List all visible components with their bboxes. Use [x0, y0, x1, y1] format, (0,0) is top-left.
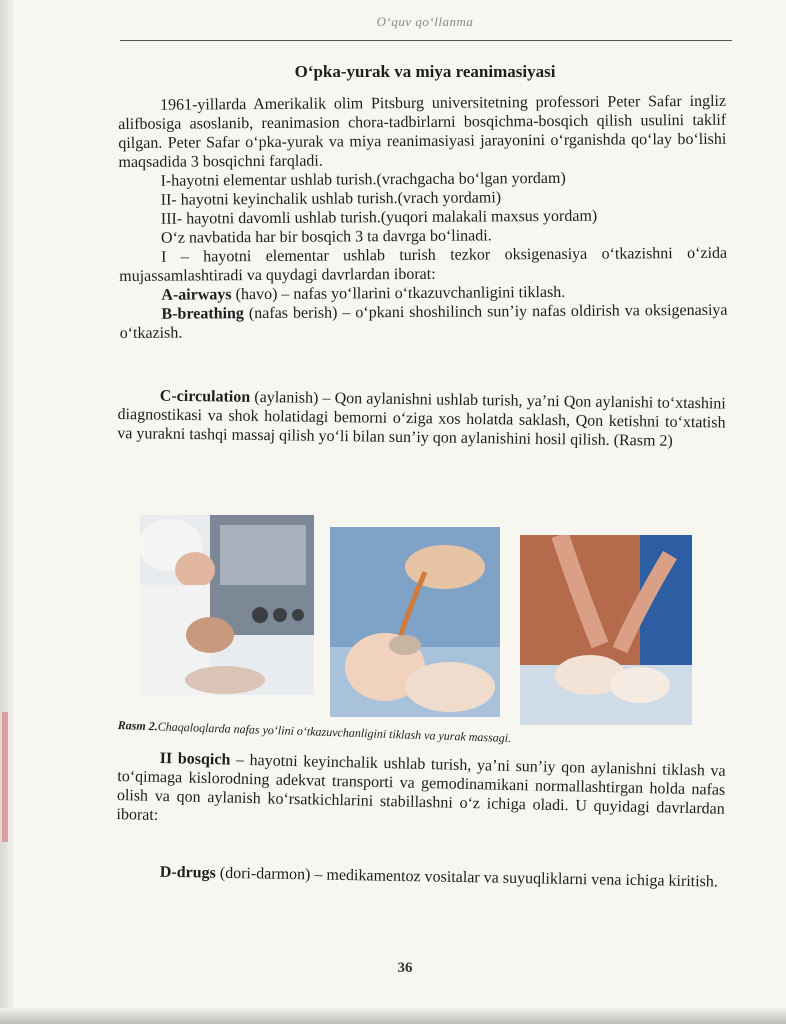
- stage2-term: II bosqich: [159, 749, 231, 769]
- period-b: [119, 301, 727, 343]
- stage-item-1: I-hayotni elementar ushlab turish.(vrachgacha bo‘lgan yordam): [160, 169, 566, 190]
- drugs-paragraph: [118, 862, 726, 892]
- period-c: [117, 386, 726, 451]
- stage2-block: [116, 748, 726, 838]
- figure-photos: [140, 515, 700, 725]
- stage-item-2: II- hayotni keyinchalik ushlab turish.(vrach yordami): [160, 189, 502, 209]
- period-a-term: A-airways: [161, 286, 232, 304]
- infant-chest-compression-photo: [520, 535, 692, 725]
- figure-label: Rasm 2.: [117, 718, 158, 734]
- period-b-term: B-breathing: [161, 305, 244, 323]
- drugs-term: D-drugs: [159, 863, 216, 882]
- period-c-term: C-circulation: [159, 387, 251, 406]
- infant-airway-suction-photo: [140, 515, 314, 695]
- stage-item-3: III- hayotni davomli ushlab turish.(yuqori malakali maxsus yordam): [160, 207, 598, 228]
- period-c-block: [117, 386, 726, 451]
- stage2-text: – hayotni keyinchalik ushlab turish, ya’ni sun’iy qon aylanishni tiklash va to‘qimaga kislorodning adekvat transporti va gemodinamikani normallashtirgan holda nafas olish va qon aylanish ko‘rsatkichlarini stabillashni o‘z ichiga oladi. U quyidagi davrlardan iborat:: [116, 751, 726, 824]
- running-header: O‘quv qo‘llanma: [376, 14, 474, 29]
- binding-shadow: [0, 0, 14, 1024]
- period-a-text: (havo) – nafas yo‘llarini o‘tkazuvchanligini tiklash.: [231, 283, 566, 304]
- stage1-description: I – hayotni elementar ushlab turish tezkor oksigenasiya o‘tkazishni o‘zida mujassamlashtiradi va quydagi davrlardan iborat:: [119, 244, 728, 285]
- intro-paragraph: 1961-yillarda Amerikalik olim Pitsburg universitetning professori Peter Safar ingliz alifbosiga asoslanib, reanimasion chora-tadbirlarni bosqichma-bosqich qilish usulini taklif qilgan. Peter Safar o‘pka-yurak va miya reanimasiyasi jarayonini o‘rganishda qo‘lay bo‘lishi maqsadida 3 bosqichni farqladi.: [118, 92, 727, 171]
- header-rule: [120, 40, 732, 41]
- intro-block: [118, 92, 728, 343]
- drugs-text: (dori-darmon) – medikamentoz vositalar va suyuqliklarni vena ichiga kiritish.: [215, 864, 719, 891]
- figure-caption-text: Chaqaloqlarda nafas yo‘lini o‘tkazuvchanligini tiklash va yurak massagi.: [157, 719, 512, 746]
- drugs-block: [118, 862, 726, 892]
- infant-mask-ventilation-photo: [330, 527, 500, 717]
- page-number: 36: [397, 960, 413, 976]
- red-margin-mark: [2, 712, 8, 842]
- period-b-text: (nafas berish) – o‘pkani shoshilinch sun’iy nafas oldirish va oksigenasiya o‘tkazish.: [119, 301, 728, 342]
- page-bottom-edge: [0, 1008, 786, 1024]
- stage2-paragraph: [116, 748, 726, 838]
- period-c-text: (aylanish) – Qon aylanishni ushlab turish, ya’ni Qon aylanishi to‘xtashini diagnostikasi va shok holatidagi bemorni o‘ziga xos holatda saklash, Qon ketishni to‘xtatish va yurakni tashqi massaj qilish yo‘li bilan sun’iy qon aylanishini hosil qilish. (Rasm 2): [117, 388, 726, 450]
- section-title: O‘pka-yurak va miya reanimasiyasi: [294, 62, 556, 81]
- stages-note: O‘z navbatida har bir bosqich 3 ta davrga bo‘linadi.: [160, 227, 492, 247]
